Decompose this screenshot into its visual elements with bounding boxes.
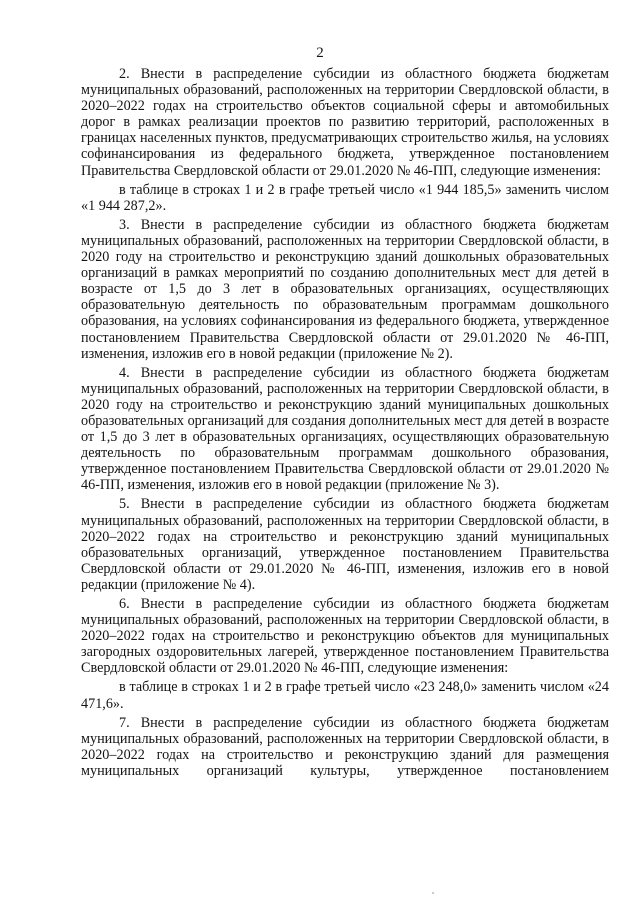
paragraph-item-4: 4. Внести в распределение субсидии из областного бюджета бюджетам муниципальных образований, расположенных на территории Свердловской области, в 2020 году на строительство и реконструкцию зданий муниципальных дошкольных образовательных организаций для создания дополнительных мест для детей в возрасте от 1,5 до 3 лет в образовательных организациях, осуществляющих образовательную деятельность по образовательным программам дошкольного образования, утвержденное постановлением Правительства Свердловской области от 29.01.2020 № 46-ПП, изменения, изложив его в новой редакции (приложение № 3). — [81, 364, 609, 494]
scan-artifact — [432, 892, 434, 894]
paragraph-item-7: 7. Внести в распределение субсидии из областного бюджета бюджетам муниципальных образований, расположенных на территории Свердловской области, в 2020–2022 годах на строительство и реконструкцию зданий для размещения муниципальных организаций культуры, утвержденное постановлением — [81, 714, 609, 779]
paragraph-table-change-1: в таблице в строках 1 и 2 в графе третьей число «1 944 185,5» заменить числом «1 944 287,2». — [81, 181, 609, 214]
paragraph-item-5: 5. Внести в распределение субсидии из областного бюджета бюджетам муниципальных образований, расположенных на территории Свердловской области, в 2020–2022 годах на строительство и реконструкцию зданий муниципальных образовательных организаций, утвержденное постановлением Правительства Свердловской области от 29.01.2020 № 46-ПП, изменения, изложив его в новой редакции (приложение № 4). — [81, 496, 609, 593]
paragraph-item-3: 3. Внести в распределение субсидии из областного бюджета бюджетам муниципальных образований, расположенных на территории Свердловской области, в 2020 году на строительство и реконструкцию зданий дошкольных образовательных организаций в рамках мероприятий по созданию дополнительных мест для детей в возрасте от 1,5 до 3 лет в образовательных организациях, осуществляющих образовательную деятельность по образовательным программам дошкольного образования, на условиях софинансирования из федерального бюджета, утвержденное постановлением Правительства Свердловской области от 29.01.2020 № 46-ПП, изменения, изложив его в новой редакции (приложение № 2). — [81, 216, 609, 362]
document-body — [81, 66, 609, 779]
page-number: 2 — [316, 45, 324, 61]
paragraph-item-2: 2. Внести в распределение субсидии из областного бюджета бюджетам муниципальных образований, расположенных на территории Свердловской области, в 2020–2022 годах на строительство объектов социальной сферы и автомобильных дорог в рамках реализации проектов по развитию территорий, расположенных в границах населенных пунктов, предусматривающих строительство жилья, на условиях софинансирования из федерального бюджета, утвержденное постановлением Правительства Свердловской области от 29.01.2020 № 46-ПП, следующие изменения: — [81, 66, 609, 179]
paragraph-item-6: 6. Внести в распределение субсидии из областного бюджета бюджетам муниципальных образований, расположенных на территории Свердловской области, в 2020–2022 годах на строительство и реконструкцию объектов для муниципальных загородных оздоровительных лагерей, утвержденное постановлением Правительства Свердловской области от 29.01.2020 № 46-ПП, следующие изменения: — [81, 596, 609, 677]
paragraph-table-change-2: в таблице в строках 1 и 2 в графе третьей число «23 248,0» заменить числом «24 471,6». — [81, 679, 609, 712]
